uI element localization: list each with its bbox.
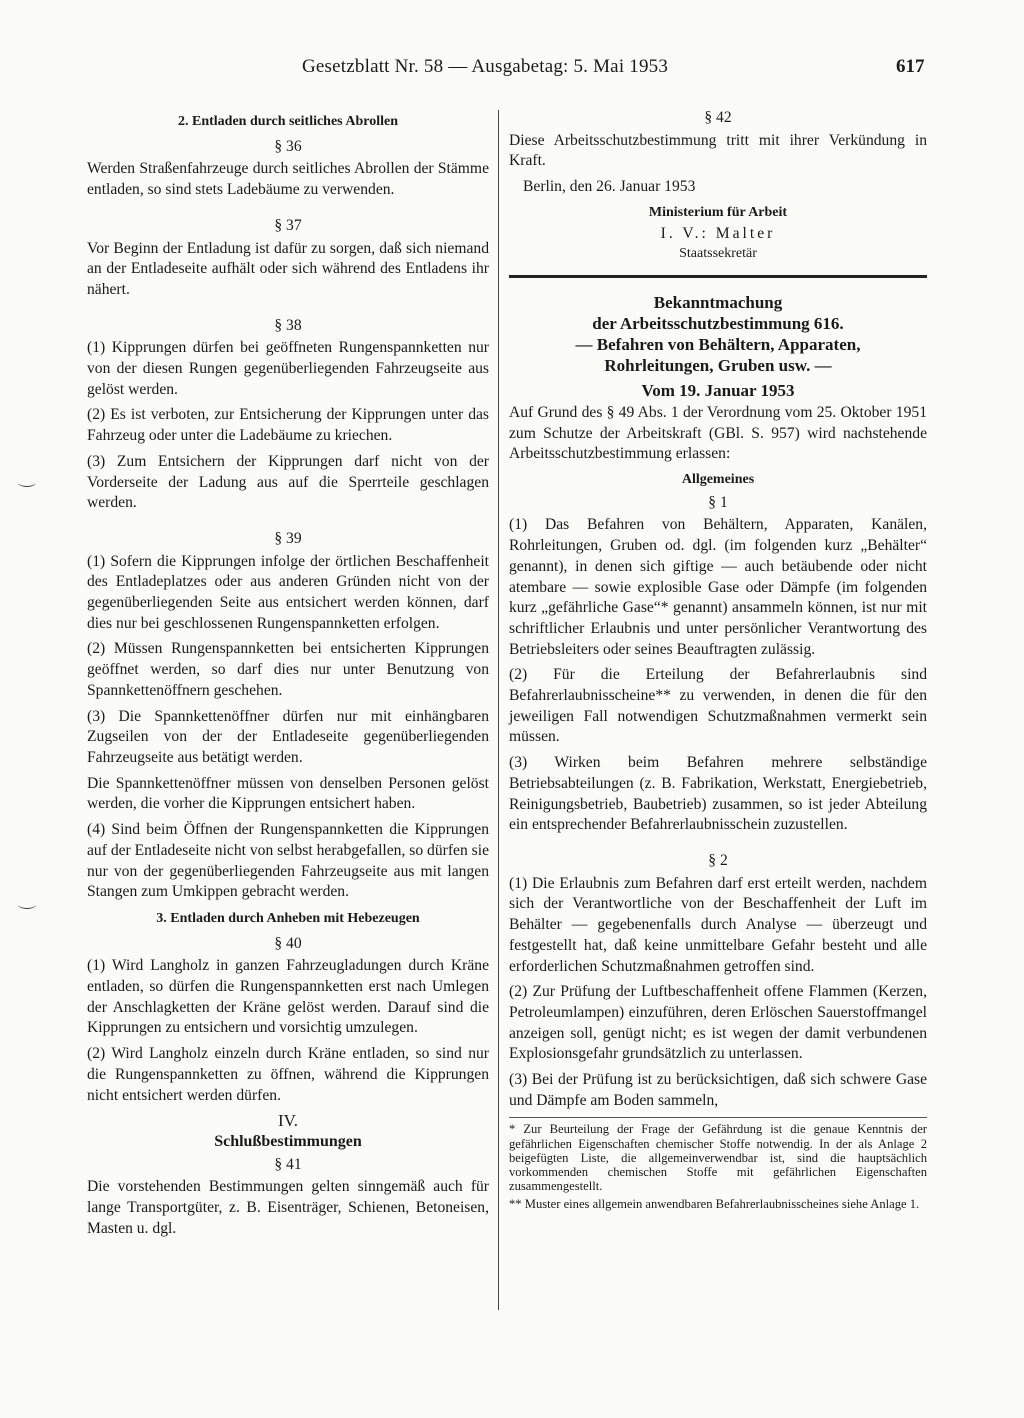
paragraph-number: § 39 [274, 529, 302, 547]
paragraph-text: (2) Zur Prüfung der Luftbeschaffenheit offene Flammen (Kerzen, Petroleumlampen) einzuführen, deren Erlöschen Sauerstoffmangel anzeigen soll, genügt nicht; es ist wegen der damit verbundenen Explosionsgefahr grundsätzlich zu unterlassen. [509, 983, 927, 1063]
paragraph-text: (1) Das Befahren von Behältern, Apparaten, Kanälen, Rohrleitungen, Gruben od. dgl. (im folgenden kurz „Behälter“ genannt), in denen sich giftige — auch betäubende oder nicht atembare — sowie explosible Gase oder Dämpfe (im folgenden kurz „gefährliche Gase“* genannt) ansammeln können, ist nur mit schriftlicher Erlaubnis und unter persönlicher Verantwortung des Betriebsleiters oder seines Beauftragten zulässig. [509, 516, 927, 658]
announcement-title: — Befahren von Behältern, Apparaten, [575, 334, 861, 354]
left-column [87, 106, 489, 1244]
paragraph-number: § 38 [274, 316, 302, 334]
paragraph-text: (3) Zum Entsichern der Kipprungen darf nicht von der Vorderseite der Ladung aus auf die Sperrteile geschlagen werden. [87, 452, 489, 512]
paragraph-text: (1) Wird Langholz in ganzen Fahrzeugladungen durch Kräne entladen, so dürfen die Rungenspannketten erst nach Umlegen der Anschlagketten der Kräne gelöst werden. Darauf sind die Kipprungen zu entsichern und vorsichtig umzulegen. [87, 957, 489, 1037]
margin-mark [18, 478, 36, 487]
footnote: ** Muster eines allgemein anwendbaren Befahrerlaubnisscheines siehe Anlage 1. [509, 1197, 920, 1212]
announcement-title: der Arbeitsschutzbestimmung 616. [592, 313, 844, 333]
paragraph-number: § 42 [704, 109, 732, 126]
place-date: Berlin, den 26. Januar 1953 [523, 178, 696, 196]
paragraph-text: (2) Es ist verboten, zur Entsicherung der Kipprungen unter das Fahrzeug oder unter die Ladebäume zu kriechen. [87, 406, 489, 445]
paragraph-text: (1) Sofern die Kipprungen infolge der örtlichen Beschaffenheit des Entladeplatzes oder aus anderen Gründen nicht von der gegenüberliegenden Seite aus entsichert werden können, darf dies nur bei geschlossenen Rungenspannketten erfolgen. [87, 552, 489, 632]
announcement-title: Bekanntmachung [653, 292, 783, 312]
paragraph-text: (2) Müssen Rungenspannketten bei entsicherten Kipprungen geöffnet werden, so darf dies nur unter Benutzung von Spannkettenöffnern geschehen. [87, 640, 489, 699]
paragraph-text: Die vorstehenden Bestimmungen gelten sinngemäß auch für lange Transportgüter, z. B. Eisenträger, Schienen, Betoneisen, Masten u. dgl. [87, 1178, 489, 1237]
paragraph-text: Diese Arbeitsschutzbestimmung tritt mit ihrer Verkündung in Kraft. [509, 131, 927, 170]
paragraph-number: § 36 [274, 137, 302, 155]
signer-name: I. V.: Malter [660, 224, 776, 242]
column-divider [498, 110, 499, 1310]
paragraph-text: (3) Bei der Prüfung ist zu berücksichtigen, daß sich schwere Gase und Dämpfe am Boden sammeln, [509, 1071, 927, 1109]
paragraph-number: § 37 [274, 216, 302, 234]
paragraph-text: (2) Für die Erteilung der Befahrerlaubnis sind Befahrerlaubnisscheine** zu verwenden, in denen die für den jeweiligen Fall notwendigen Schutzmaßnahmen vermerkt sein müssen. [509, 666, 927, 746]
paragraph-text: Auf Grund des § 49 Abs. 1 der Verordnung vom 25. Oktober 1951 zum Schutze der Arbeitskraft (GBl. S. 957) wird nachstehende Arbeitsschutzbestimmung erlassen: [509, 403, 927, 463]
section-heading: Allgemeines [681, 472, 755, 488]
footnotes [509, 1117, 927, 1211]
paragraph-text: (3) Die Spannkettenöffner dürfen nur mit einhängbaren Zugseilen von der der Entladeseite gegenüberliegenden Fahrzeugseite aus betätigt werden. [87, 707, 489, 766]
announcement-date: Vom 19. Januar 1953 [641, 380, 795, 400]
paragraph-text: (1) Die Erlaubnis zum Befahren darf erst erteilt werden, nachdem sich der Verantwortliche von der Beschaffenheit der Luft im Behälter — gegebenenfalls durch Analyse — überzeugt und festgestellt hat, daß keine unmittelbare Gefahr besteht und alle erforderlichen Schutzmaßnahmen getroffen sind. [509, 874, 927, 975]
paragraph-text: (2) Wird Langholz einzeln durch Kräne entladen, so sind nur die Rungenspannketten zu öffnen, während die Kipprungen nicht entsichert werden dürfen. [87, 1045, 489, 1104]
right-column [509, 106, 927, 1216]
paragraph-text: Werden Straßenfahrzeuge durch seitliches Abrollen der Stämme entladen, so sind stets Ladebäume zu verwenden. [87, 160, 489, 199]
gazette-header-title: Gesetzblatt Nr. 58 — Ausgabetag: 5. Mai 1953 [302, 56, 669, 77]
paragraph-number: § 2 [708, 851, 728, 869]
paragraph-number: § 40 [274, 934, 302, 952]
section-heading: 2. Entladen durch seitliches Abrollen [177, 114, 398, 129]
section-rule [509, 275, 927, 278]
part-number: IV. [278, 1111, 298, 1131]
paragraph-number: § 41 [274, 1155, 302, 1173]
section-heading: 3. Entladen durch Anheben mit Hebezeugen [156, 910, 420, 926]
ministry-name: Ministerium für Arbeit [648, 204, 788, 220]
paragraph-text: (1) Kipprungen dürfen bei geöffneten Rungenspannketten nur von der diesen Rungen gegenüberliegenden Fahrzeugseite aus gelöst werden. [87, 339, 489, 398]
page-header [0, 56, 1024, 86]
signer-title: Staatssekretär [679, 246, 757, 262]
announcement-title: Rohrleitungen, Gruben usw. — [604, 355, 832, 375]
part-title: Schlußbestimmungen [214, 1132, 362, 1150]
paragraph-text: (3) Wirken beim Befahren mehrere selbständige Betriebsabteilungen (z. B. Fabrikation, Werkstatt, Energiebetrieb, Reinigungsbetrieb, Baubetrieb) zusammen, so ist jeder Abteilung ein entsprechender Befahrerlaubnisschein zuzustellen. [509, 754, 927, 834]
paragraph-text: (4) Sind beim Öffnen der Rungenspannketten die Kipprungen auf der Entladeseite nicht von selbst herabgefallen, so dürfen sie nur von der gegenüberliegenden Fahrzeugseite aus mit langen Stangen zum Umkippen gebracht werden. [87, 821, 489, 901]
paragraph-number: § 1 [708, 493, 728, 511]
paragraph-text: Die Spannkettenöffner müssen von denselben Personen gelöst werden, die vorher die Kipprungen entsichert haben. [87, 774, 489, 813]
page-number: 617 [896, 56, 925, 77]
paragraph-text: Vor Beginn der Entladung ist dafür zu sorgen, daß sich niemand an der Entladeseite aufhält oder sich während des Entladens ihr nähert. [87, 239, 489, 298]
margin-mark [18, 900, 36, 909]
footnote: * Zur Beurteilung der Frage der Gefährdung ist die genaue Kenntnis der gefährlichen Eigenschaften chemischer Stoffe notwendig. In der als Anlage 2 beigefügten Liste, die allgemeinverwendbar ist, sind die hauptsächlich vorkommenden chemischen Stoffe mit gefährlichen Eigenschaften zusammengestellt. [509, 1122, 927, 1194]
